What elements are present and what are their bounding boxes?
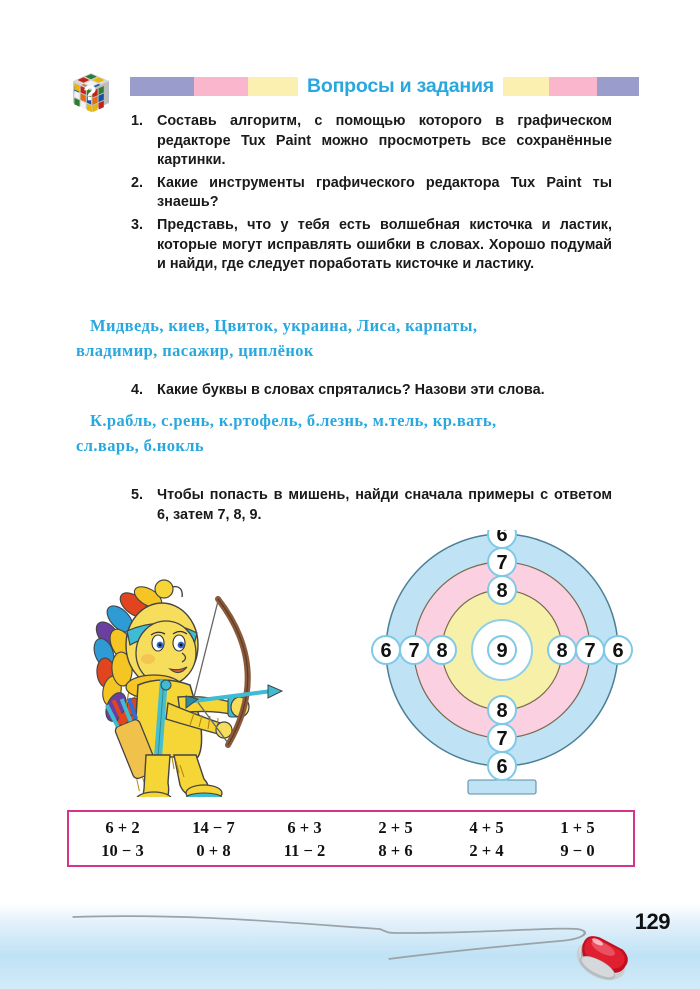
page-header	[68, 68, 668, 112]
task-item	[131, 216, 612, 275]
math-expression-bottom-1: 0 + 8	[196, 840, 231, 860]
task-item	[131, 486, 612, 525]
math-expression-top-3: 2 + 5	[378, 817, 413, 837]
math-expression-top-5: 1 + 5	[560, 817, 595, 837]
computer-mouse-icon	[0, 903, 700, 989]
target-label-top-2: 8	[496, 580, 508, 602]
target-label-h-1: 7	[408, 640, 420, 662]
target-label-top-1: 7	[496, 552, 508, 574]
math-expression-bottom-4: 2 + 4	[469, 840, 504, 860]
header-block-yellow-right	[503, 77, 549, 96]
task-text: Представь, что у тебя есть волшебная кисточка и ластик, которые могут исправлять ошибки в словах. Хорошо подумай и найди, где следует поработать кисточке и ластику.	[157, 216, 612, 273]
misspelled-words-list	[76, 313, 624, 363]
task-list-five	[131, 486, 612, 528]
task-number: 3.	[131, 216, 144, 233]
target-stand-base	[468, 780, 536, 794]
task-item	[131, 174, 612, 213]
missing-letters-words-list	[76, 408, 624, 458]
math-expression-bottom-5: 9 − 0	[560, 840, 595, 860]
word-line-1: К.рабль, с.рень, к.ртофель, б.лезнь, м.тель, кр.вать,	[90, 411, 497, 430]
archery-target	[368, 530, 638, 800]
math-expression-bottom-0: 10 − 3	[101, 840, 144, 860]
task-text: Составь алгоритм, с помощью которого в графическом редакторе Tux Paint можно просмотреть все сохранённые картинки.	[157, 113, 612, 169]
page-footer	[0, 903, 700, 989]
task-list-top	[131, 112, 612, 278]
header-block-yellow-left	[248, 77, 298, 96]
task-text: Какие инструменты графического редактора Tux Paint ты знаешь?	[157, 174, 612, 211]
native-american-archer-illustration	[86, 557, 316, 797]
math-expression-bottom-2: 11 − 2	[283, 840, 326, 860]
task-number: 2.	[131, 174, 144, 191]
task-number: 4.	[131, 382, 144, 398]
illustration-row	[0, 525, 700, 800]
task-number: 1.	[131, 113, 144, 129]
task-item	[131, 112, 612, 171]
target-label-h-4: 8	[556, 640, 568, 662]
header-decoration-bar	[130, 77, 666, 96]
header-block-purple-right	[597, 77, 639, 96]
math-expressions-box	[67, 810, 635, 867]
word-line-1: Мидведь, киев, Цвиток, украина, Лиса, карпаты,	[90, 316, 478, 335]
app-name-tux-paint: Tux Paint	[240, 132, 312, 149]
page-title: Вопросы и задания	[307, 75, 494, 97]
rubiks-cube-question-icon	[68, 70, 114, 116]
target-label-h-2: 8	[436, 640, 448, 662]
target-label-h-6: 6	[612, 640, 624, 662]
target-label-top-0: 6	[496, 530, 508, 546]
word-line-2: сл.варь, б.нокль	[76, 436, 205, 455]
target-label-bottom-2: 6	[496, 756, 508, 778]
math-expression-bottom-3: 8 + 6	[378, 840, 413, 860]
task-text: Какие буквы в словах спрятались? Назови эти слова.	[157, 382, 545, 398]
task-item	[131, 381, 612, 401]
app-name-tux-paint: Tux Paint	[510, 174, 582, 191]
math-expression-top-0: 6 + 2	[105, 817, 140, 837]
math-expression-top-1: 14 − 7	[192, 817, 235, 837]
target-label-h-3: 9	[496, 640, 508, 662]
svg-text:?: ?	[83, 82, 97, 105]
page-number: 129	[634, 909, 670, 934]
task-list-four	[131, 381, 612, 404]
header-block-pink-right	[549, 77, 597, 96]
target-label-bottom-0: 8	[496, 700, 508, 722]
task-number: 5.	[131, 487, 144, 503]
math-expression-top-2: 6 + 3	[287, 817, 322, 837]
word-line-2: владимир, пасажир, циплёнок	[76, 341, 314, 360]
header-block-pink-left	[194, 77, 248, 96]
target-label-h-5: 7	[584, 640, 596, 662]
header-block-purple-left	[130, 77, 194, 96]
math-expression-top-4: 4 + 5	[469, 817, 504, 837]
target-label-bottom-1: 7	[496, 728, 508, 750]
target-label-h-0: 6	[380, 640, 392, 662]
task-text: Чтобы попасть в мишень, найди сначала примеры с ответом 6, затем 7, 8, 9.	[157, 487, 612, 523]
